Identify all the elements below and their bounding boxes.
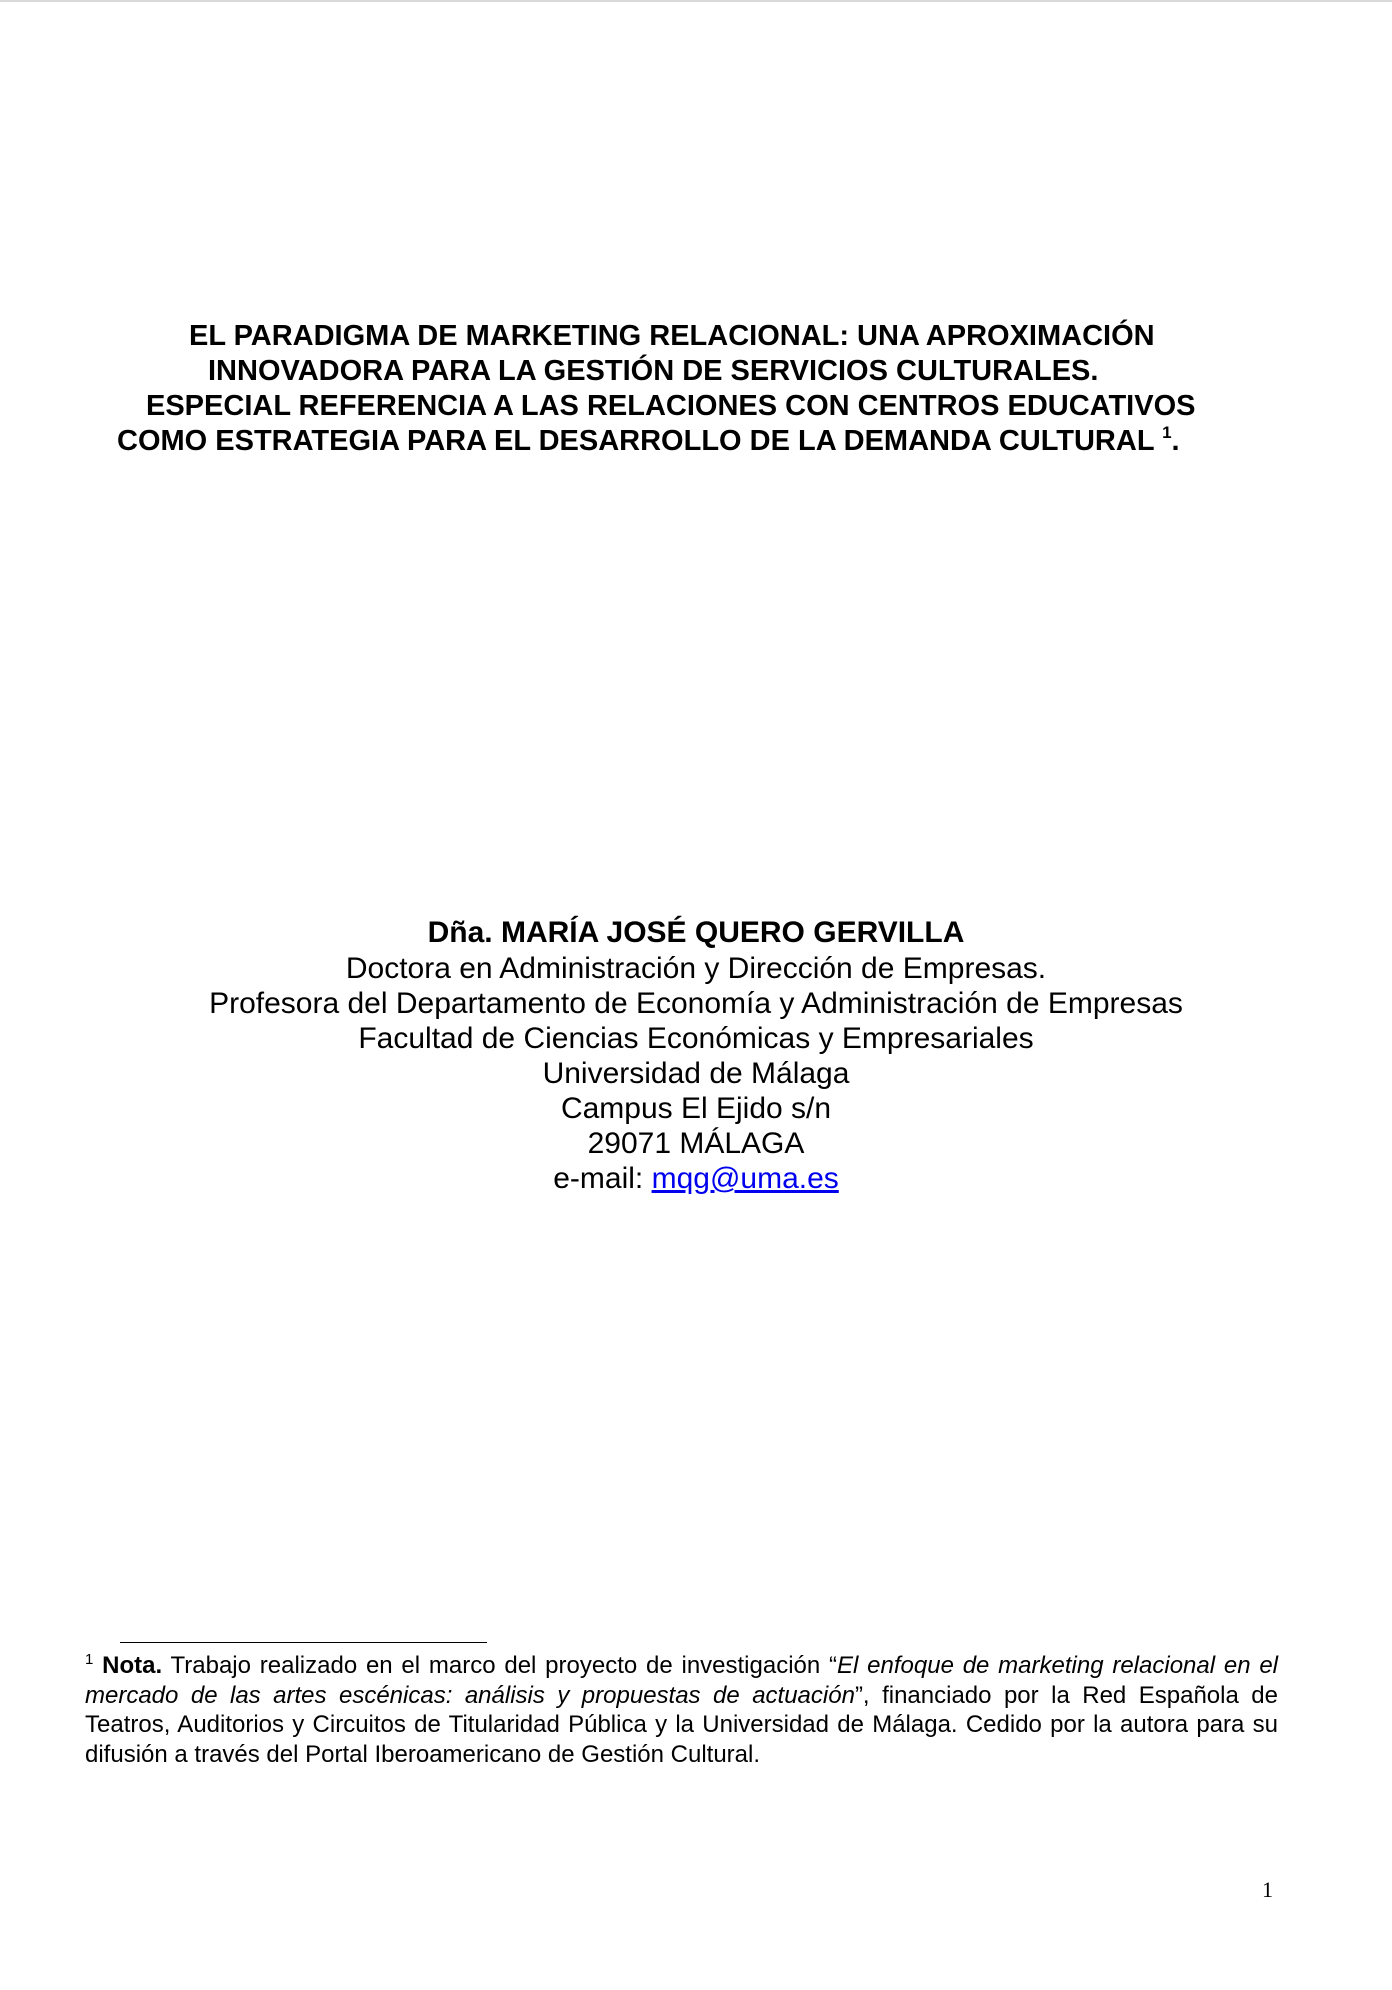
email-label: e-mail: bbox=[553, 1162, 644, 1195]
footnote-marker: 1 bbox=[85, 1651, 94, 1668]
author-faculty: Facultad de Ciencias Económicas y Empresariales bbox=[358, 1022, 1034, 1055]
author-degree: Doctora en Administración y Dirección de Empresas. bbox=[345, 952, 1047, 985]
title-line-3: ESPECIAL REFERENCIA A LAS RELACIONES CON CENTROS EDUCATIVOS bbox=[146, 390, 1196, 422]
author-university: Universidad de Málaga bbox=[542, 1057, 850, 1090]
author-campus: Campus El Ejido s/n bbox=[560, 1092, 832, 1125]
footnote-project-title: El enfoque de marketing relacional en el mercado de las artes escénicas: análisis y propuestas de actuación bbox=[85, 1652, 1279, 1709]
author-position: Profesora del Departamento de Economía y Administración de Empresas bbox=[209, 987, 1183, 1020]
author-city: 29071 MÁLAGA bbox=[587, 1127, 805, 1160]
footnote-separator bbox=[120, 1642, 487, 1643]
footnote-text-before: Trabajo realizado en el marco del proyecto de investigación “ bbox=[170, 1652, 838, 1679]
title-line-4: COMO ESTRATEGIA PARA EL DESARROLLO DE LA DEMANDA CULTURAL bbox=[117, 425, 1155, 457]
footnote-label: Nota. bbox=[102, 1652, 163, 1679]
title-line-2: INNOVADORA PARA LA GESTIÓN DE SERVICIOS CULTURALES. bbox=[208, 355, 1099, 387]
title-line-4-wrapper bbox=[117, 423, 1180, 459]
title-line-1: EL PARADIGMA DE MARKETING RELACIONAL: UNA APROXIMACIÓN bbox=[189, 320, 1155, 352]
author-email-line bbox=[0, 1161, 1392, 1196]
page-number: 1 bbox=[1262, 1877, 1273, 1902]
footnote bbox=[85, 1651, 1278, 1769]
footnote-text-after: ”, financiado por la Red Española de Teatros, Auditorios y Circuitos de Titularidad Pública y la Universidad de Málaga. Cedido por la autora para su difusión a través del Portal Iberoamericano de Gestión Cultural. bbox=[85, 1681, 1278, 1768]
title-footnote-marker[interactable]: 1 bbox=[1162, 423, 1172, 442]
email-link[interactable]: mqg@uma.es bbox=[651, 1162, 839, 1195]
author-name: Dña. MARÍA JOSÉ QUERO GERVILLA bbox=[427, 916, 965, 949]
author-block bbox=[0, 915, 1392, 1196]
page-top-border bbox=[0, 0, 1392, 2]
title-end-period: . bbox=[1171, 425, 1180, 457]
